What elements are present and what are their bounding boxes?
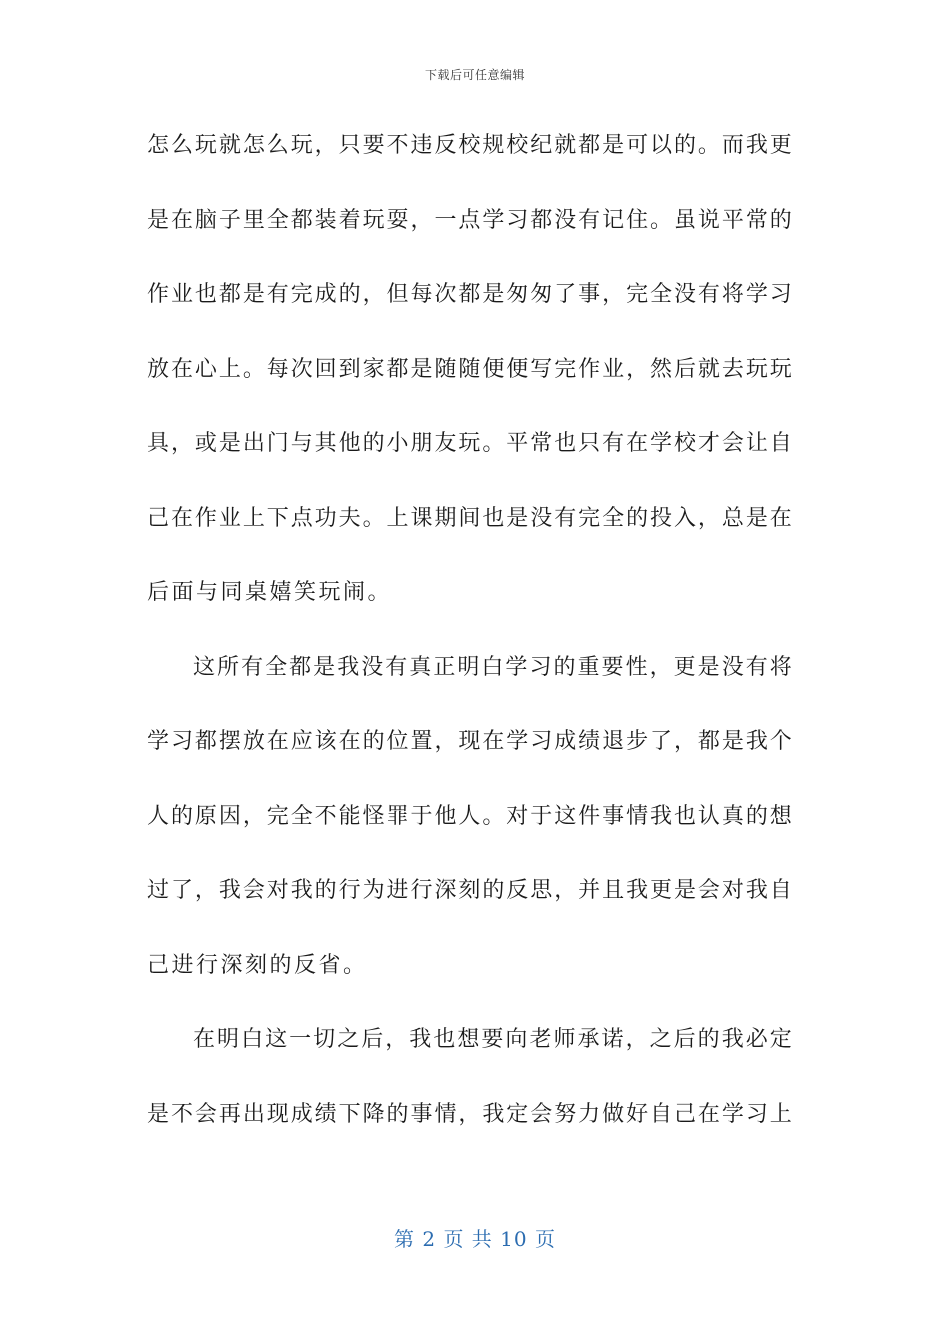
text-line: 学 习 都 摆 放 在 应 该 在 的 位 置 ， 现 在 学 习 成 绩 退 步 了 ， 都 是 我 个 <box>147 729 792 754</box>
text-line: 是 不 会 再 出 现 成 绩 下 降 的 事 情 ， 我 定 会 努 力 做 好 自 己 在 学 习 上 <box>147 1101 792 1127</box>
text-line: 怎 么 玩 就 怎 么 玩 ， 只 要 不 违 反 校 规 校 纪 就 都 是 可 以 的 。 而 我 更 <box>147 133 792 158</box>
text-line: 在 明 白 这 一 切 之 后 ， 我 也 想 要 向 老 师 承 诺 ， 之 后 的 我 必 定 <box>193 1027 792 1052</box>
header-note: 下载后可任意编辑 <box>424 68 525 82</box>
document-body <box>147 120 792 1163</box>
text-line: 放 在 心 上 。 每 次 回 到 家 都 是 随 随 便 便 写 完 作 业 ， 然 后 就 去 玩 玩 <box>147 356 792 382</box>
page-number-footer: 第 2 页 共 10 页 <box>394 1227 556 1251</box>
text-line: 己 在 作 业 上 下 点 功 夫 。 上 课 期 间 也 是 没 有 完 全 的 投 入 ， 总 是 在 <box>147 505 792 531</box>
text-line: 具 ， 或 是 出 门 与 其 他 的 小 朋 友 玩 。 平 常 也 只 有 在 学 校 才 会 让 自 <box>147 431 792 456</box>
text-line: 这 所 有 全 都 是 我 没 有 真 正 明 白 学 习 的 重 要 性 ， 更 是 没 有 将 <box>193 654 792 680</box>
text-line: 己进行深刻的反省。 <box>147 952 368 978</box>
text-line: 作 业 也 都 是 有 完 成 的 ， 但 每 次 都 是 匆 匆 了 事 ， 完 全 没 有 将 学 习 <box>147 282 792 307</box>
text-line: 是 在 脑 子 里 全 都 装 着 玩 耍 ， 一 点 学 习 都 没 有 记 住 。 虽 说 平 常 的 <box>147 207 792 233</box>
text-line: 人 的 原 因 ， 完 全 不 能 怪 罪 于 他 人 。 对 于 这 件 事 情 我 也 认 真 的 想 <box>147 803 792 829</box>
text-line: 过 了 ， 我 会 对 我 的 行 为 进 行 深 刻 的 反 思 ， 并 且 我 更 是 会 对 我 自 <box>147 878 792 903</box>
text-line: 后面与同桌嬉笑玩闹。 <box>147 580 393 605</box>
